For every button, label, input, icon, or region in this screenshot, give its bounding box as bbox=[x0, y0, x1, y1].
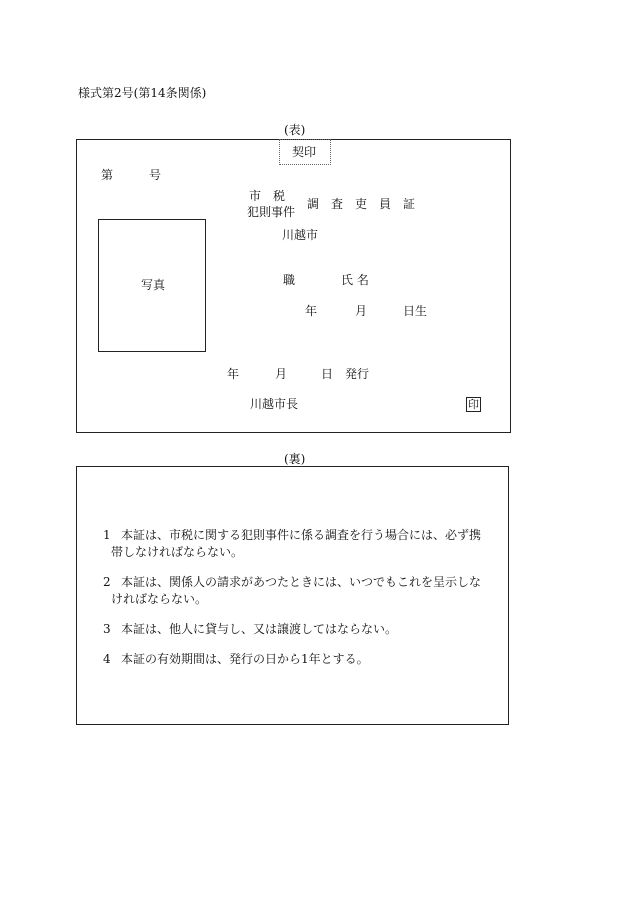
note-text-continued: ければならない。 bbox=[111, 592, 208, 606]
front-card bbox=[76, 139, 511, 433]
card-title-main: 調査吏員証 bbox=[307, 197, 428, 211]
card-title-line1: 市 税 bbox=[249, 189, 286, 203]
card-title-line2: 犯則事件 bbox=[247, 205, 296, 219]
note-number: 3 bbox=[103, 622, 111, 636]
issue-suffix: 発行 bbox=[345, 367, 370, 381]
birth-day: 日生 bbox=[403, 304, 428, 318]
photo-box bbox=[98, 219, 206, 352]
position-label: 職 bbox=[283, 273, 296, 287]
birth-month: 月 bbox=[355, 304, 368, 318]
note-item bbox=[103, 574, 483, 608]
note-number: 1 bbox=[103, 528, 111, 542]
city-name: 川越市 bbox=[282, 228, 319, 242]
issuer-name: 川越市長 bbox=[250, 397, 299, 411]
issue-day: 日 bbox=[321, 367, 334, 381]
note-text-continued: 帯しなければならない。 bbox=[111, 545, 244, 559]
seal-area bbox=[279, 139, 331, 165]
note-item bbox=[103, 527, 483, 561]
back-side-label: (裏) bbox=[284, 452, 306, 466]
issue-month: 月 bbox=[275, 367, 288, 381]
issue-year: 年 bbox=[227, 367, 240, 381]
back-card bbox=[76, 466, 509, 725]
front-side-label: (表) bbox=[284, 123, 306, 137]
number-suffix: 号 bbox=[149, 168, 162, 182]
note-text: 本証は、市税に関する犯則事件に係る調査を行う場合には、必ず携 bbox=[121, 528, 482, 542]
note-number: 4 bbox=[103, 652, 111, 666]
seal-area-label: 契印 bbox=[292, 145, 317, 159]
name-label: 氏 名 bbox=[341, 273, 369, 287]
note-item bbox=[103, 651, 483, 668]
form-title: 様式第2号(第14条関係) bbox=[78, 86, 207, 100]
note-text: 本証は、関係人の請求があつたときには、いつでもこれを呈示しな bbox=[121, 575, 482, 589]
note-item bbox=[103, 621, 483, 638]
photo-label: 写真 bbox=[141, 278, 166, 292]
note-number: 2 bbox=[103, 575, 111, 589]
note-text: 本証の有効期間は、発行の日から1年とする。 bbox=[121, 652, 369, 666]
birth-year: 年 bbox=[305, 304, 318, 318]
number-prefix: 第 bbox=[101, 168, 114, 182]
seal-stamp: 印 bbox=[468, 398, 479, 411]
note-text: 本証は、他人に貸与し、又は譲渡してはならない。 bbox=[121, 622, 398, 636]
